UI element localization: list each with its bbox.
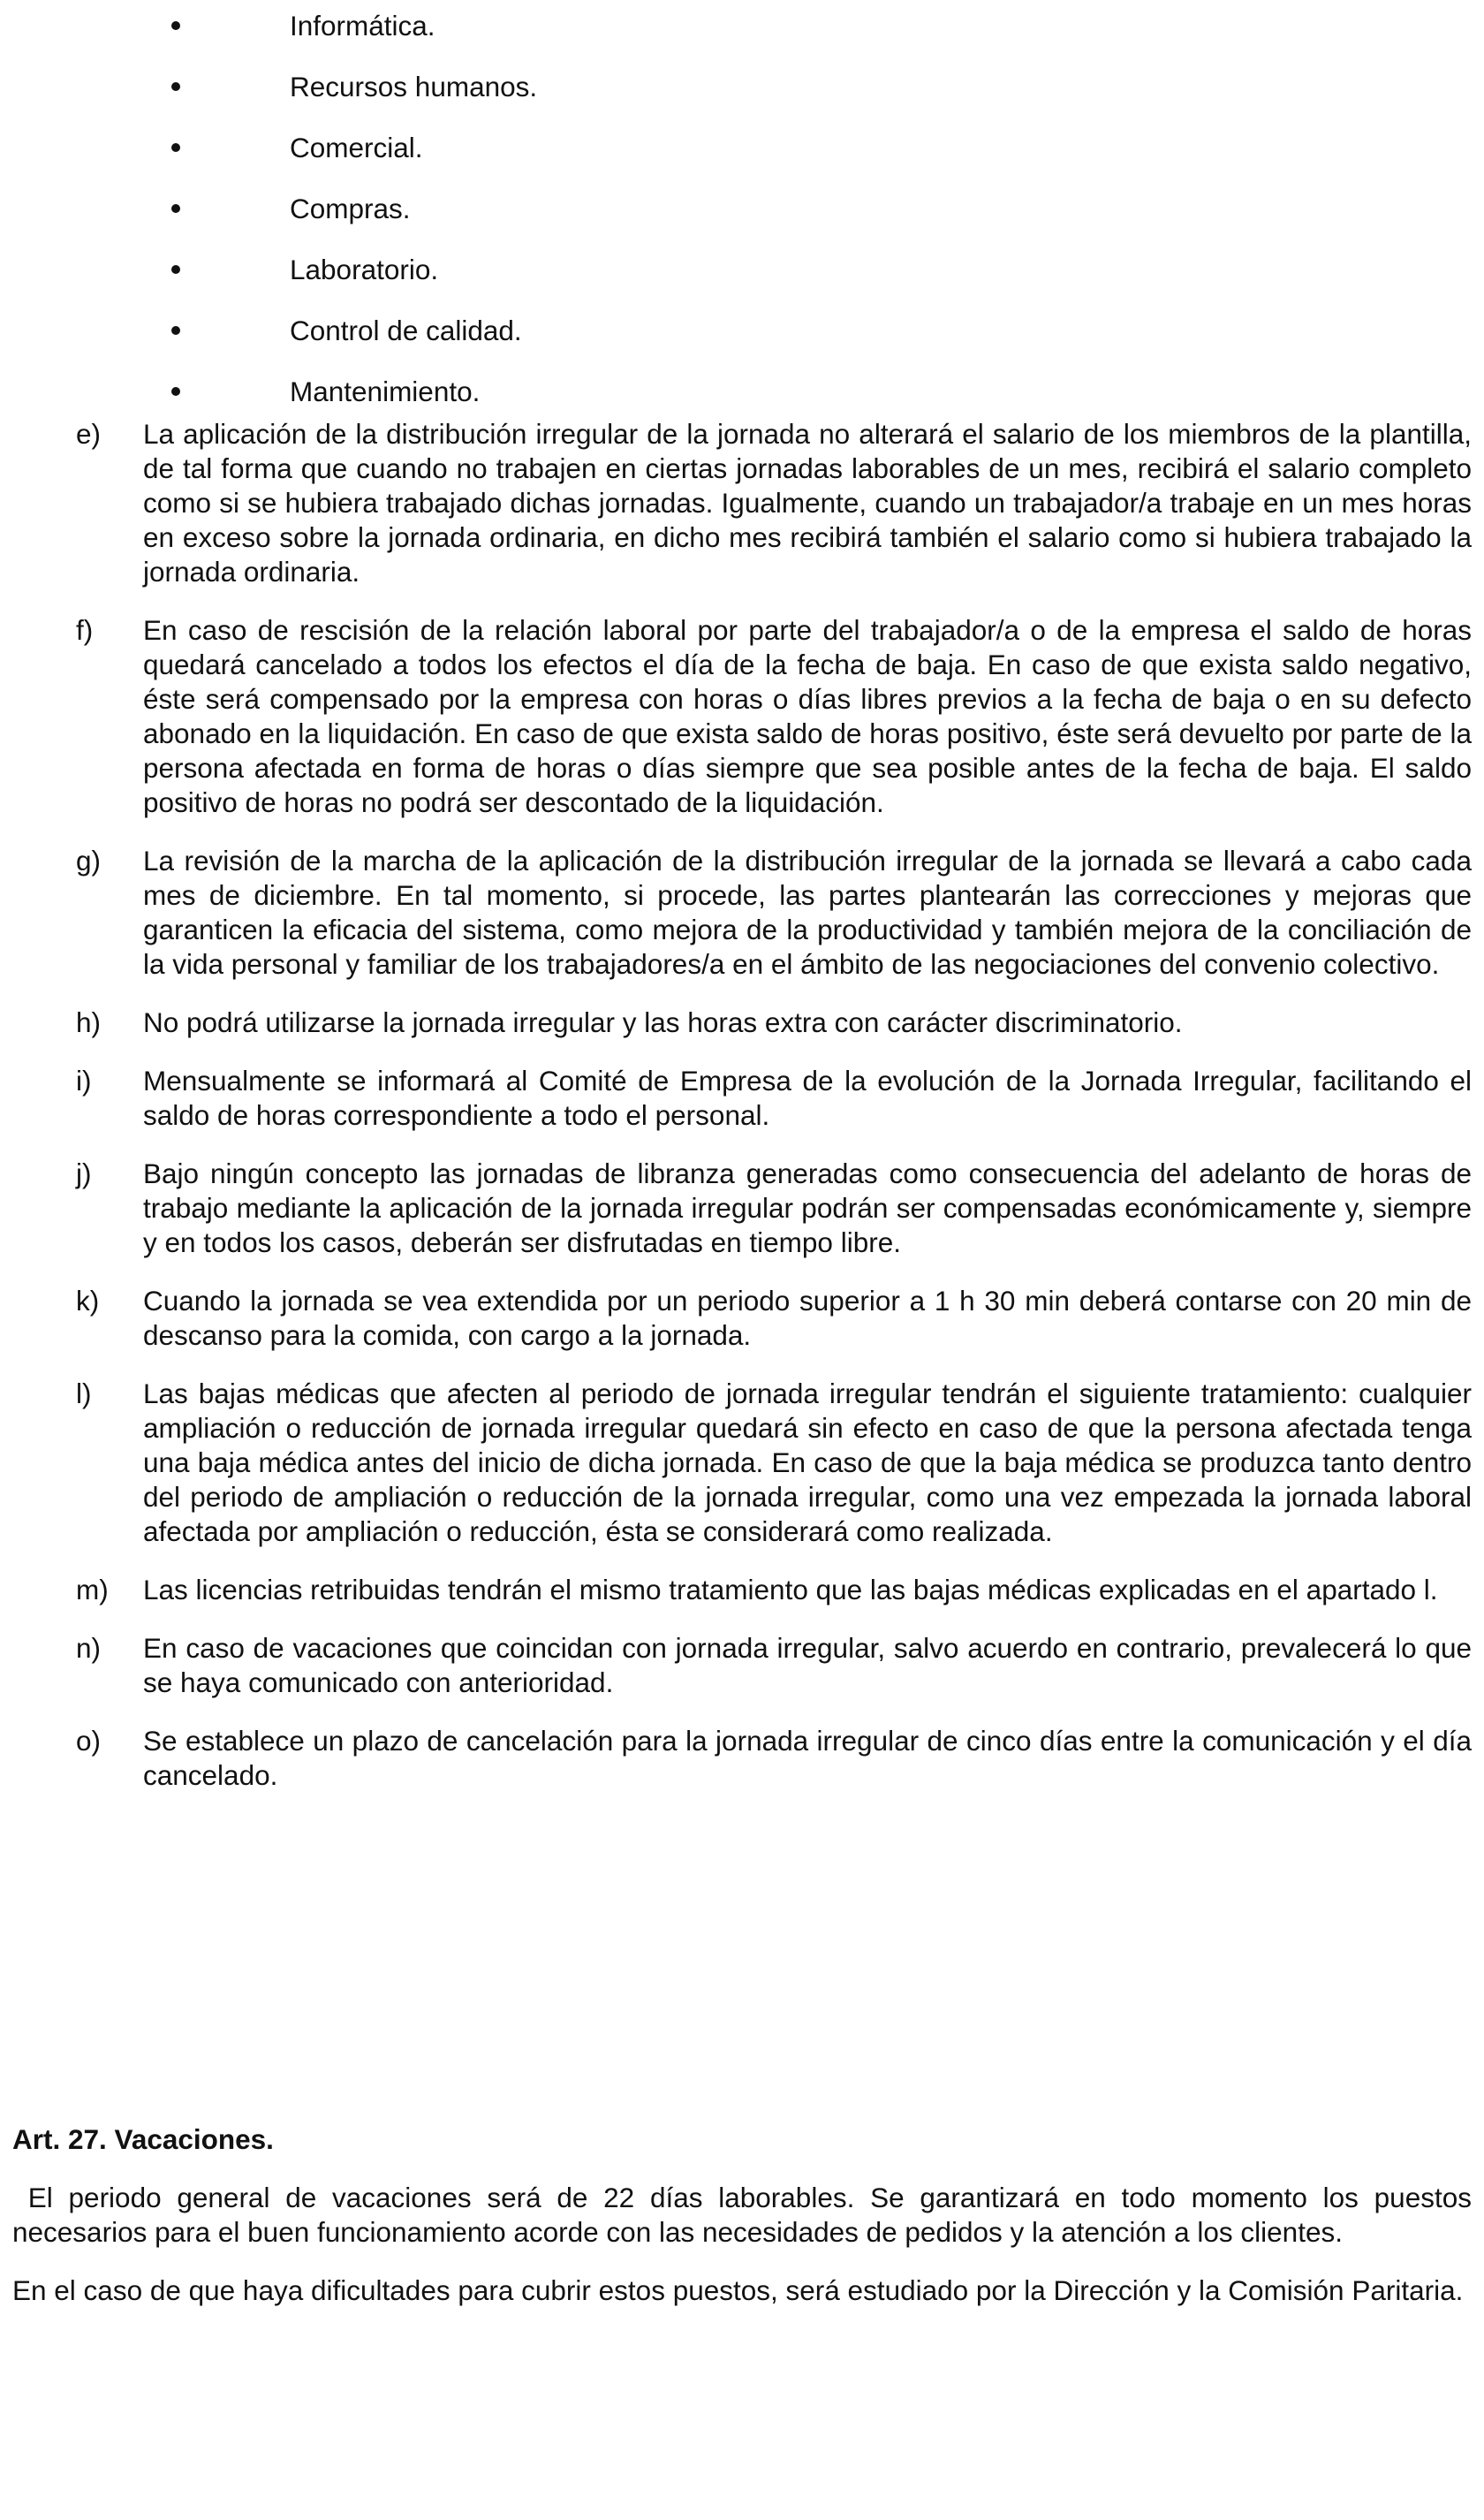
clause-g [12,844,1472,982]
clause-marker: l) [76,1378,92,1409]
clause-text: Las bajas médicas que afecten al periodo de jornada irregular tendrán el siguiente tratamiento: cualquier ampliación o reducción de jornada irregular quedará sin efecto en caso de que la persona afectada tenga una baja médica antes del inicio de dicha jornada. En caso de que la baja médica se produzca tanto dentro del periodo de ampliación o reducción de la jornada irregular, como una vez empezada la jornada laboral afectada por ampliación o reducción, ésta se considerará como realizada. [143,1378,1472,1547]
bullet-icon [171,21,180,30]
clause-h [12,1006,1472,1040]
clause-marker: o) [76,1725,102,1757]
clause-n [12,1631,1472,1700]
clause-f [12,613,1472,820]
clause-text: La aplicación de la distribución irregular de la jornada no alterará el salario de los miembros de la plantilla, de tal forma que cuando no trabajen en ciertas jornadas laborables de un mes, recibirá el salario completo como si se hubiera trabajado dichas jornadas. Igualmente, cuando un trabajador/a trabaje en un mes horas en exceso sobre la jornada ordinaria, en dicho mes recibirá también el salario como si hubiera trabajado la jornada ordinaria. [143,418,1472,588]
clause-marker: i) [76,1065,92,1097]
clause-marker: n) [76,1632,102,1664]
clause-text: Se establece un plazo de cancelación para la jornada irregular de cinco días entre la comunicación y el día cancelado. [143,1725,1472,1791]
clause-text: La revisión de la marcha de la aplicación de la distribución irregular de la jornada se llevará a cabo cada mes de diciembre. En tal momento, si procede, las partes plantearán las correcciones y mejoras que garanticen la eficacia del sistema, como mejora de la productividad y también mejora de la conciliación de la vida personal y familiar de los trabajadores/a en el ámbito de las negociaciones del convenio colectivo. [143,845,1472,980]
bullet-icon [171,143,180,152]
clause-marker: j) [76,1158,92,1189]
clause-text: En caso de vacaciones que coincidan con jornada irregular, salvo acuerdo en contrario, prevalecerá lo que se haya comunicado con anterioridad. [143,1632,1472,1698]
bullet-icon [171,82,180,91]
clause-marker: k) [76,1285,100,1317]
article-paragraph: En el caso de que haya dificultades para cubrir estos puestos, será estudiado por la Dirección y la Comisión Paritaria. [12,2274,1464,2306]
clause-l [12,1377,1472,1549]
clause-e [12,417,1472,589]
clause-text: En caso de rescisión de la relación laboral por parte del trabajador/a o de la empresa el saldo de horas quedará cancelado a todos los efectos el día de la fecha de baja. En caso de que exista saldo negativo, éste será compensado por la empresa con horas o días libres previos a la fecha de baja o en su defecto abonado en la liquidación. En caso de que exista saldo de horas positivo, éste será devuelto por parte de la persona afectada en forma de horas o días siempre que sea posible antes de la fecha de baja. El saldo positivo de horas no podrá ser descontado de la liquidación. [143,614,1472,818]
bullet-icon [171,326,180,335]
clause-k [12,1284,1472,1353]
clause-marker: h) [76,1006,102,1038]
clause-text: Cuando la jornada se vea extendida por un periodo superior a 1 h 30 min deberá contarse con 20 min de descanso para la comida, con cargo a la jornada. [143,1285,1472,1351]
clause-text: Mensualmente se informará al Comité de Empresa de la evolución de la Jornada Irregular, facilitando el saldo de horas correspondiente a todo el personal. [143,1065,1472,1131]
clause-i [12,1064,1472,1133]
bullet-icon [171,387,180,396]
article-heading: Art. 27. Vacaciones. [12,2123,274,2155]
bullet-icon [171,265,180,274]
article-paragraph: El periodo general de vacaciones será de 22 días laborables. Se garantizará en todo momento los puestos necesarios para el buen funcionamiento acorde con las necesidades de pedidos y la atención a los clientes. [12,2182,1480,2248]
clause-marker: f) [76,614,94,646]
clause-text: No podrá utilizarse la jornada irregular y las horas extra con carácter discriminatorio. [143,1006,1183,1038]
clause-j [12,1157,1472,1260]
article-27-section [12,2122,1480,2332]
bullet-icon [171,204,180,213]
clause-m [12,1573,1472,1607]
clause-text: Las licencias retribuidas tendrán el mismo tratamiento que las bajas médicas explicadas en el apartado l. [143,1574,1438,1605]
clause-marker: e) [76,418,102,450]
clause-text: Bajo ningún concepto las jornadas de libranza generadas como consecuencia del adelanto de horas de trabajo mediante la aplicación de la jornada irregular podrán ser compensadas económicamente y, siempre y en todos los casos, deberán ser disfrutadas en tiempo libre. [143,1158,1472,1258]
lettered-clause-list [12,417,1472,1817]
clause-o [12,1724,1472,1793]
clause-marker: m) [76,1574,109,1605]
clause-marker: g) [76,845,102,877]
